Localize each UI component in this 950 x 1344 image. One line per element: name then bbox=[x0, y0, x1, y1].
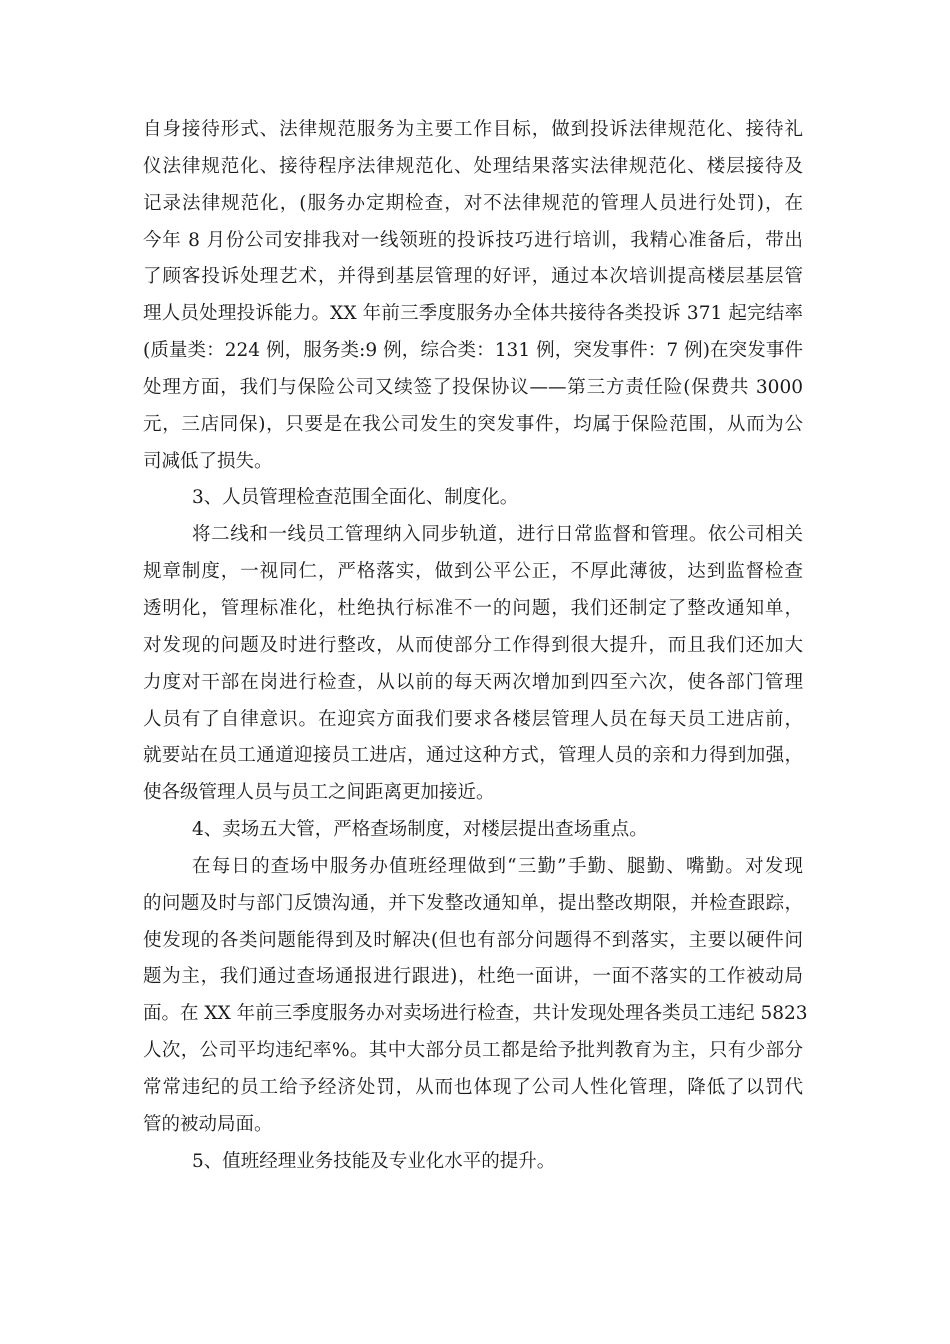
body-text-line: 使各级管理人员与员工之间距离更加接近。 bbox=[143, 782, 495, 804]
section-heading: 4、卖场五大管，严格查场制度，对楼层提出查场重点。 bbox=[192, 819, 648, 841]
body-text-line: 处理方面，我们与保险公司又续签了投保协议——第三方责任险(保费共 3000 bbox=[143, 376, 803, 398]
body-text-line: 透明化，管理标准化，杜绝执行标准不一的问题，我们还制定了整改通知单， bbox=[143, 597, 803, 619]
body-text-line: (质量类：224 例，服务类:9 例，综合类：131 例，突发事件：7 例)在突发事件 bbox=[143, 340, 803, 362]
body-text-line: 常常违纪的员工给予经济处罚，从而也体现了公司人性化管理，降低了以罚代 bbox=[143, 1076, 803, 1098]
body-text-line: 规章制度，一视同仁，严格落实，做到公平公正，不厚此薄彼，达到监督检查 bbox=[143, 561, 803, 583]
body-text-line: 面。在 XX 年前三季度服务办对卖场进行检查，共计发现处理各类员工违纪 5823 bbox=[143, 1003, 808, 1025]
body-text-line: 使发现的各类问题能得到及时解决(但也有部分问题得不到落实，主要以硬件问 bbox=[143, 929, 803, 951]
body-text-line: 就要站在员工通道迎接员工进店，通过这种方式，管理人员的亲和力得到加强， bbox=[143, 745, 803, 767]
body-text-line: 将二线和一线员工管理纳入同步轨道，进行日常监督和管理。依公司相关 bbox=[192, 524, 803, 546]
body-text-line: 了顾客投诉处理艺术，并得到基层管理的好评，通过本次培训提高楼层基层管 bbox=[143, 266, 803, 288]
body-text-line: 自身接待形式、法律规范服务为主要工作目标，做到投诉法律规范化、接待礼 bbox=[143, 119, 803, 140]
section-heading: 5、值班经理业务技能及专业化水平的提升。 bbox=[192, 1150, 556, 1172]
body-text-line: 在每日的查场中服务办值班经理做到“三勤”手勤、腿勤、嘴勤。对发现 bbox=[192, 855, 803, 877]
section-heading: 3、人员管理检查范围全面化、制度化。 bbox=[192, 487, 519, 509]
body-text-line: 仪法律规范化、接待程序法律规范化、处理结果落实法律规范化、楼层接待及 bbox=[143, 155, 803, 177]
body-text-line: 题为主，我们通过查场通报进行跟进)，杜绝一面讲，一面不落实的工作被动局 bbox=[143, 966, 803, 988]
document-body bbox=[143, 112, 808, 1180]
body-text-line: 人次，公司平均违纪率%。其中大部分员工都是给予批判教育为主，只有少部分 bbox=[143, 1040, 803, 1062]
body-text-line: 的问题及时与部门反馈沟通，并下发整改通知单，提出整改期限，并检查跟踪， bbox=[143, 892, 803, 914]
body-text-line: 司减低了损失。 bbox=[143, 450, 273, 472]
body-text-line: 力度对干部在岗进行检查，从以前的每天两次增加到四至六次，使各部门管理 bbox=[143, 671, 803, 693]
body-text-line: 记录法律规范化，(服务办定期检查，对不法律规范的管理人员进行处罚)，在 bbox=[143, 192, 803, 214]
body-text-line: 人员有了自律意识。在迎宾方面我们要求各楼层管理人员在每天员工进店前， bbox=[143, 708, 803, 730]
body-text-line: 对发现的问题及时进行整改，从而使部分工作得到很大提升，而且我们还加大 bbox=[143, 634, 803, 656]
body-text-line: 今年 8 月份公司安排我对一线领班的投诉技巧进行培训，我精心准备后，带出 bbox=[143, 229, 803, 251]
body-text-line: 元，三店同保)，只要是在我公司发生的突发事件，均属于保险范围，从而为公 bbox=[143, 413, 803, 435]
body-text-line: 理人员处理投诉能力。XX 年前三季度服务办全体共接待各类投诉 371 起完结率 bbox=[143, 303, 803, 325]
body-text-line: 管的被动局面。 bbox=[143, 1113, 273, 1135]
